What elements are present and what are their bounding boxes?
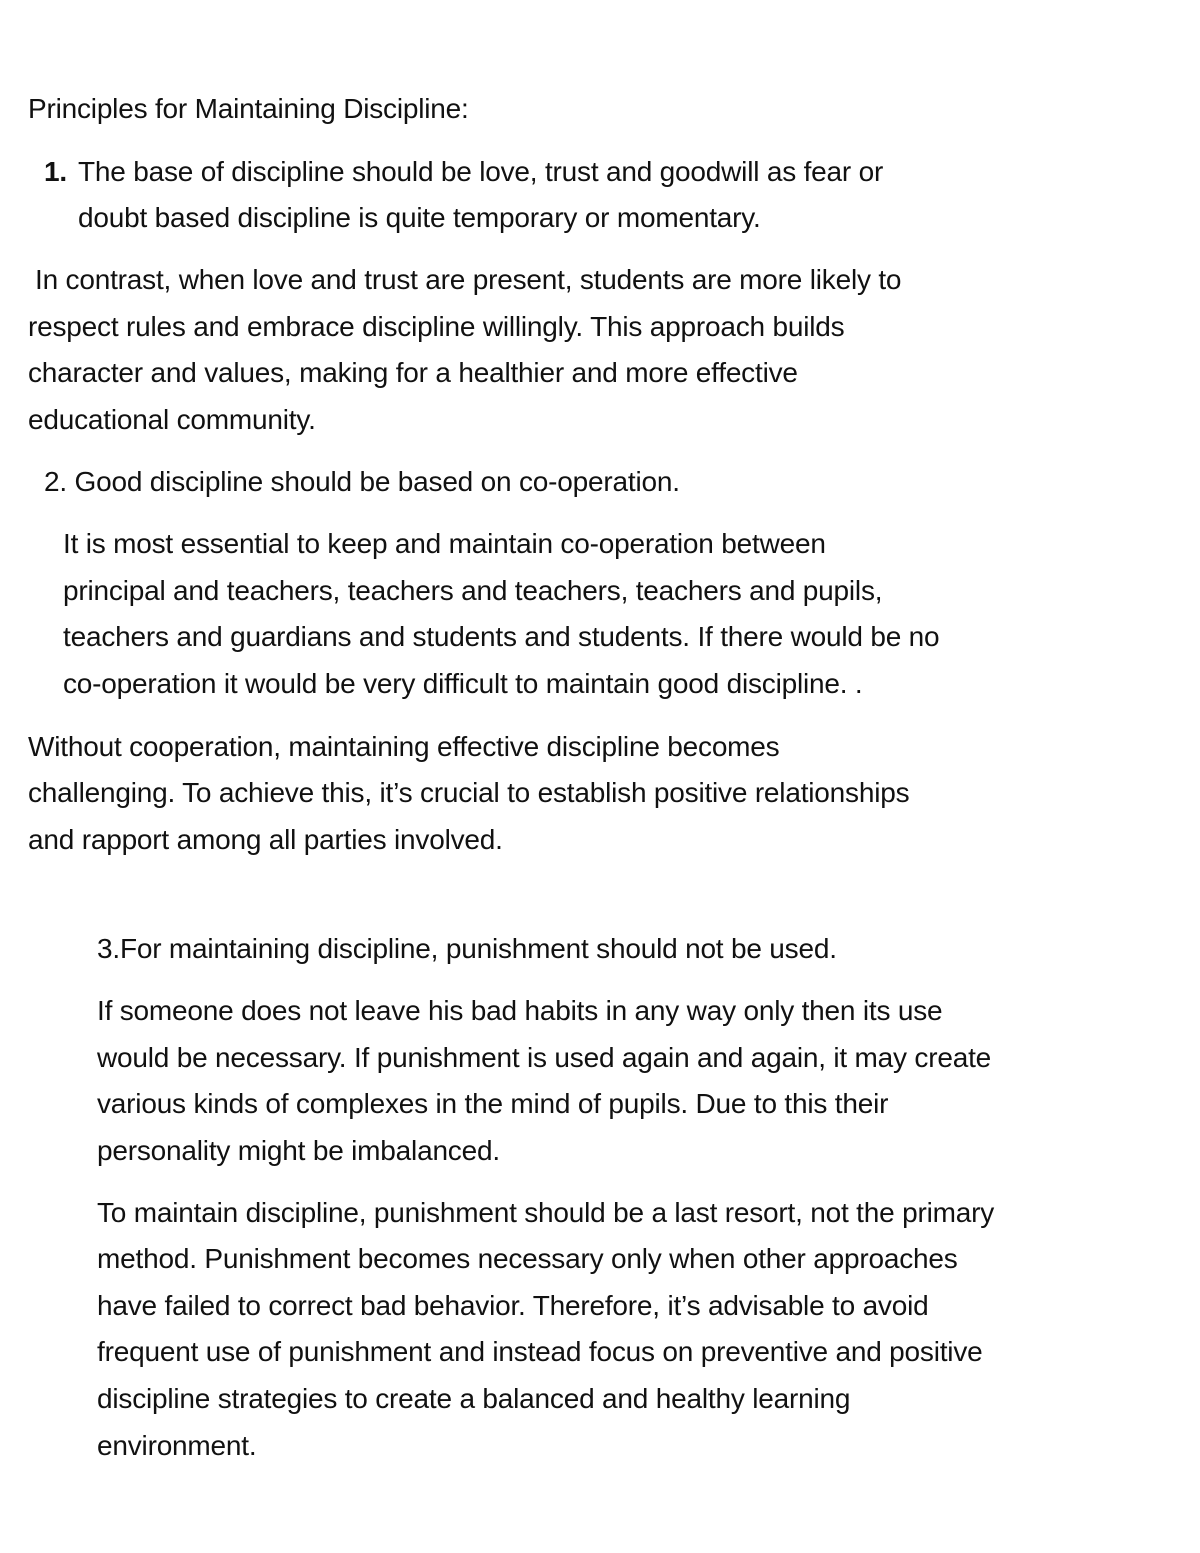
para4-line-3: various kinds of complexes in the mind of pupils. Due to this their	[97, 1088, 889, 1119]
para3-line-3: and rapport among all parties involved.	[28, 824, 503, 855]
para1-line-4: educational community.	[28, 404, 316, 435]
para5-line-2: method. Punishment becomes necessary only when other approaches	[97, 1243, 958, 1274]
para3-line-1: Without cooperation, maintaining effective discipline becomes	[28, 731, 780, 762]
point1-line-2: doubt based discipline is quite temporary or momentary.	[78, 202, 761, 233]
para5-line-5: discipline strategies to create a balanced and healthy learning	[97, 1383, 851, 1414]
para4-line-2: would be necessary. If punishment is used again and again, it may create	[97, 1042, 992, 1073]
para2-line-2: principal and teachers, teachers and teachers, teachers and pupils,	[63, 575, 883, 606]
para2-line-1: It is most essential to keep and maintain co-operation between	[63, 528, 826, 559]
para2-line-4: co-operation it would be very difficult to maintain good discipline. .	[63, 668, 863, 699]
para3-line-2: challenging. To achieve this, it’s crucial to establish positive relationships	[28, 777, 910, 808]
para5-line-3: have failed to correct bad behavior. Therefore, it’s advisable to avoid	[97, 1290, 929, 1321]
para5-line-1: To maintain discipline, punishment should be a last resort, not the primary	[97, 1197, 995, 1228]
document-heading: Principles for Maintaining Discipline:	[28, 93, 469, 124]
point3-heading: 3.For maintaining discipline, punishment should not be used.	[97, 933, 837, 964]
para1-line-3: character and values, making for a healthier and more effective	[28, 357, 798, 388]
para4-line-4: personality might be imbalanced.	[97, 1135, 500, 1166]
para1-line-2: respect rules and embrace discipline willingly. This approach builds	[28, 311, 845, 342]
para1-line-1: In contrast, when love and trust are present, students are more likely to	[35, 264, 902, 295]
para5-line-6: environment.	[97, 1430, 257, 1461]
point2-heading: 2. Good discipline should be based on co-operation.	[44, 466, 680, 497]
para5-line-4: frequent use of punishment and instead focus on preventive and positive	[97, 1336, 983, 1367]
list-number-1: 1.	[44, 156, 67, 187]
para4-line-1: If someone does not leave his bad habits in any way only then its use	[97, 995, 943, 1026]
para2-line-3: teachers and guardians and students and students. If there would be no	[63, 621, 940, 652]
point1-line-1: The base of discipline should be love, trust and goodwill as fear or	[78, 156, 884, 187]
